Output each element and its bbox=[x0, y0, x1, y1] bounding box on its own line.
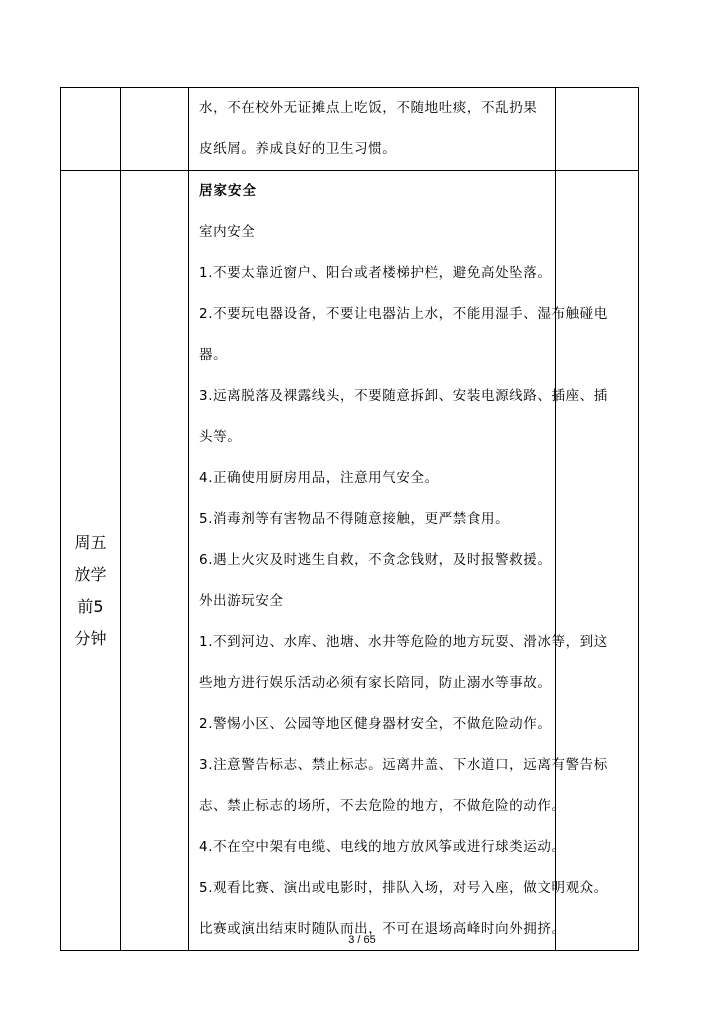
content-line: 水，不在校外无证摊点上吃饭，不随地吐痰，不乱扔果 bbox=[199, 100, 538, 116]
table-row bbox=[61, 171, 639, 951]
notes-cell bbox=[556, 171, 639, 951]
content-line: 1.不到河边、水库、池塘、水井等危险的地方玩耍、滑冰等，到这 bbox=[199, 634, 608, 650]
page-number: 3 / 65 bbox=[348, 934, 376, 946]
content-line: 1.不要太靠近窗户、阳台或者楼梯护栏，避免高处坠落。 bbox=[199, 265, 552, 281]
table-row bbox=[61, 88, 639, 171]
content-line: 2.不要玩电器设备，不要让电器沾上水，不能用湿手、湿布触碰电 bbox=[199, 306, 608, 322]
time-label: 周五放学前5分钟 bbox=[74, 532, 107, 648]
content-line: 5.观看比赛、演出或电影时，排队入场，对号入座，做文明观众。 bbox=[199, 880, 608, 896]
section-heading: 居家安全 bbox=[199, 183, 257, 199]
content-line: 器。 bbox=[199, 347, 228, 363]
content-line: 比赛或演出结束时随队而出，不可在退场高峰时向外拥挤。 bbox=[199, 921, 566, 937]
time-cell bbox=[61, 171, 121, 951]
subsection-heading: 外出游玩安全 bbox=[199, 593, 284, 609]
content-line: 头等。 bbox=[199, 429, 242, 445]
content-line: 志、禁止标志的场所，不去危险的地方，不做危险的动作。 bbox=[199, 798, 566, 814]
safety-table bbox=[60, 87, 639, 951]
category-cell bbox=[121, 88, 189, 171]
content-line: 皮纸屑。养成良好的卫生习惯。 bbox=[199, 141, 397, 157]
time-cell bbox=[61, 88, 121, 171]
content-line: 6.遇上火灾及时逃生自救，不贪念钱财，及时报警救援。 bbox=[199, 552, 552, 568]
content-line: 3.远离脱落及裸露线头，不要随意拆卸、安装电源线路、插座、插 bbox=[199, 388, 608, 404]
notes-cell bbox=[556, 88, 639, 171]
content-line: 5.消毒剂等有害物品不得随意接触，更严禁食用。 bbox=[199, 511, 510, 527]
content-line: 2.警惕小区、公园等地区健身器材安全，不做危险动作。 bbox=[199, 716, 552, 732]
content-line: 些地方进行娱乐活动必须有家长陪同，防止溺水等事故。 bbox=[199, 675, 552, 691]
content-line: 3.注意警告标志、禁止标志。远离井盖、下水道口，远离有警告标 bbox=[199, 757, 608, 773]
content-cell bbox=[189, 88, 556, 171]
content-line: 4.正确使用厨房用品，注意用气安全。 bbox=[199, 470, 439, 486]
content-line: 4.不在空中架有电缆、电线的地方放风筝或进行球类运动。 bbox=[199, 839, 566, 855]
content-cell bbox=[189, 171, 608, 951]
subsection-heading: 室内安全 bbox=[199, 224, 256, 240]
category-cell bbox=[121, 171, 189, 951]
